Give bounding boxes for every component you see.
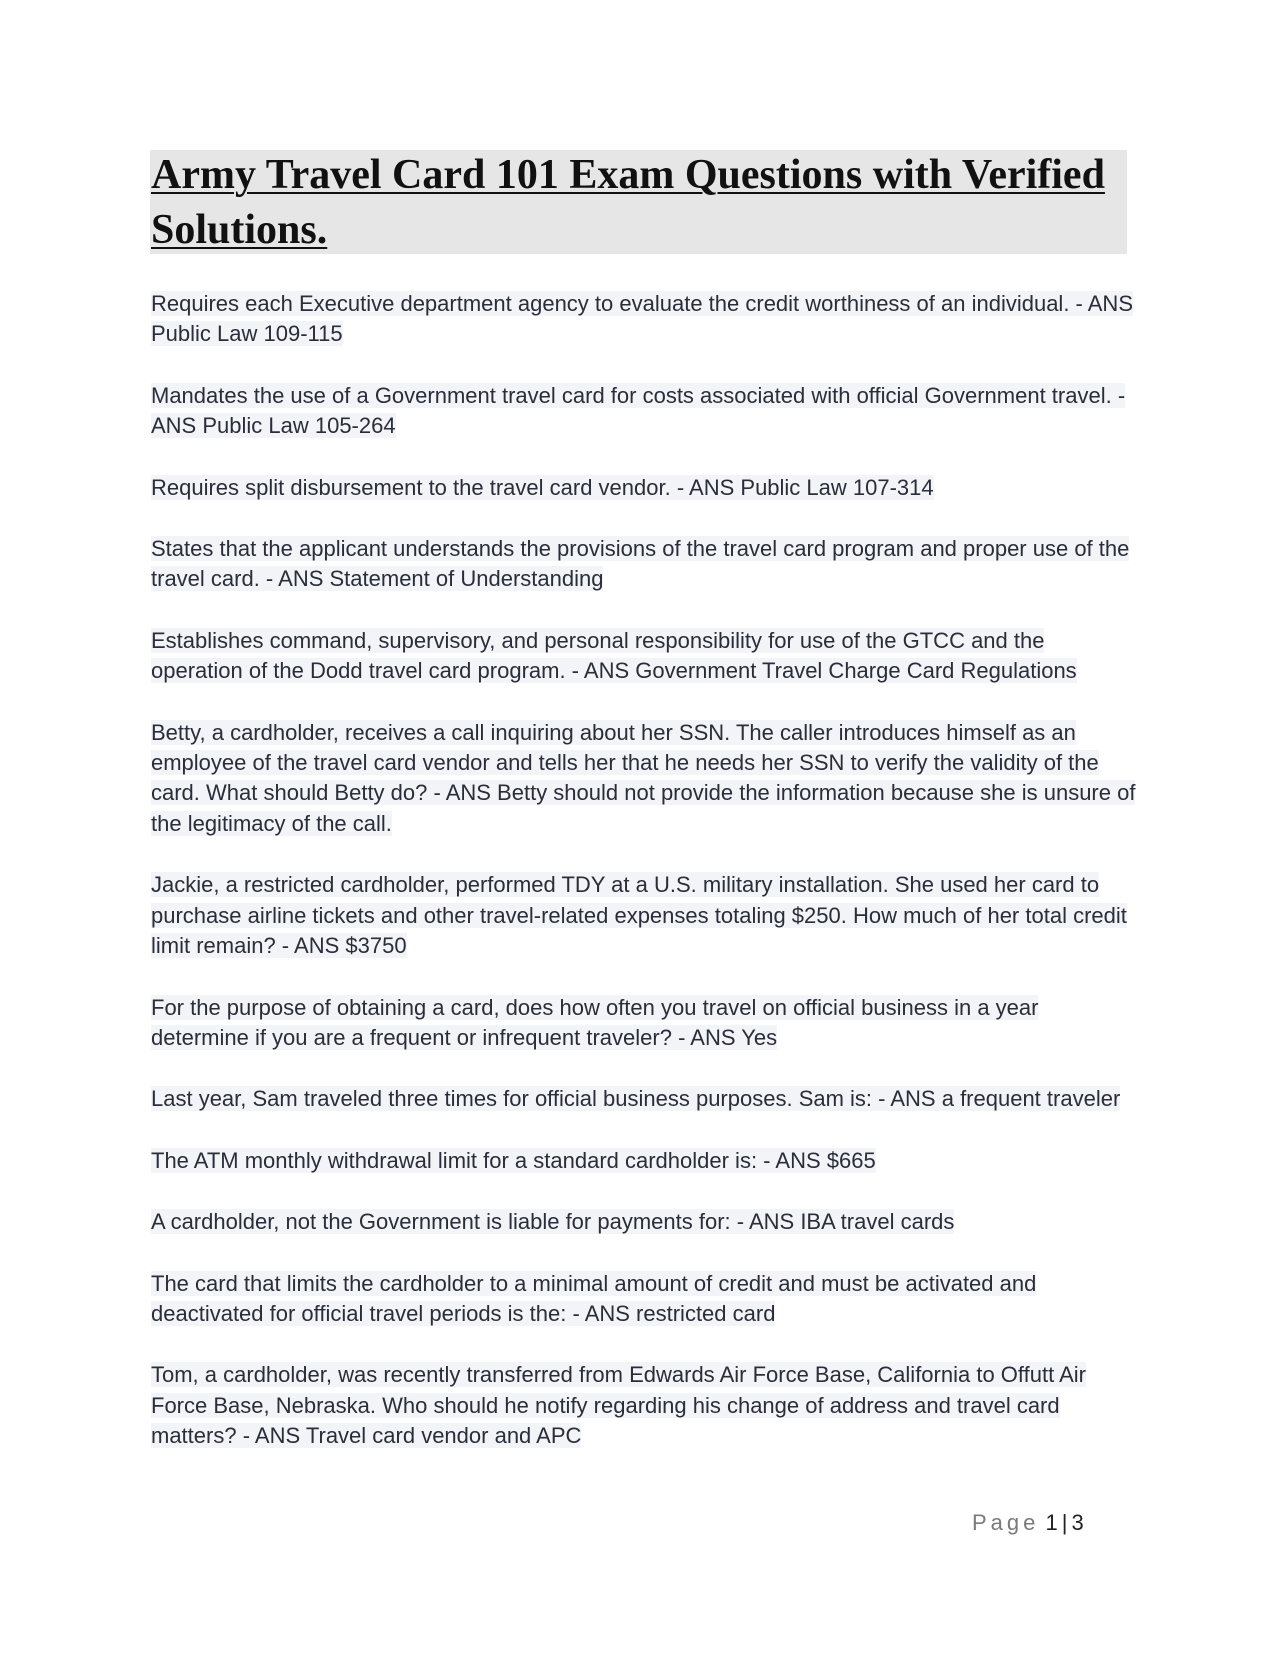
- qa-item: [151, 534, 1141, 595]
- qa-text: The ATM monthly withdrawal limit for a standard cardholder is: - ANS $665: [151, 1147, 876, 1173]
- qa-item: [151, 1269, 1141, 1330]
- page-separator: |: [1061, 1510, 1068, 1535]
- qa-text: Requires each Executive department agency to evaluate the credit worthiness of an individual. - ANS Public Law 109-115: [151, 291, 1133, 347]
- page-total: 3: [1071, 1510, 1084, 1535]
- qa-text: For the purpose of obtaining a card, does how often you travel on official business in a year determine if you are a frequent or infrequent traveler? - ANS Yes: [151, 994, 1039, 1050]
- qa-text: Last year, Sam traveled three times for official business purposes. Sam is: - ANS a frequent traveler: [151, 1086, 1121, 1112]
- qa-item: [151, 473, 1141, 503]
- qa-item: [151, 1207, 1141, 1237]
- qa-item: [151, 381, 1141, 442]
- qa-item: [151, 1360, 1141, 1451]
- qa-item: [151, 870, 1141, 961]
- qa-text: The card that limits the cardholder to a minimal amount of credit and must be activated and deactivated for official travel periods is the: - ANS restricted card: [151, 1270, 1037, 1326]
- qa-text: Mandates the use of a Government travel card for costs associated with official Government travel. - ANS Public Law 105-264: [151, 382, 1126, 439]
- document-title: Army Travel Card 101 Exam Questions with Verified Solutions.: [151, 152, 1105, 253]
- qa-item: [151, 718, 1141, 840]
- page-number: 1: [1045, 1510, 1058, 1535]
- page-label: Page: [972, 1510, 1040, 1535]
- qa-list: [151, 289, 1141, 1483]
- qa-item: [151, 1084, 1141, 1114]
- qa-text: A cardholder, not the Government is liable for payments for: - ANS IBA travel cards: [151, 1209, 955, 1235]
- qa-text: Betty, a cardholder, receives a call inquiring about her SSN. The caller introduces himself as an employee of the travel card vendor and tells her that he needs her SSN to verify the validity of the card. What should Betty do? - ANS Betty should not provide the information because she is unsure of the legitimacy of the call.: [151, 719, 1136, 836]
- qa-item: [151, 289, 1141, 350]
- qa-text: Jackie, a restricted cardholder, performed TDY at a U.S. military installation. She used her card to purchase airline tickets and other travel-related expenses totaling $250. How much of her total credit limit remain? - ANS $3750: [151, 872, 1127, 959]
- qa-text: Requires split disbursement to the travel card vendor. - ANS Public Law 107-314: [151, 474, 934, 500]
- qa-item: [151, 993, 1141, 1054]
- qa-text: States that the applicant understands the provisions of the travel card program and proper use of the travel card. - ANS Statement of Understanding: [151, 536, 1130, 592]
- qa-item: [151, 626, 1141, 687]
- qa-item: [151, 1146, 1141, 1176]
- page-footer: [972, 1510, 1084, 1536]
- qa-text: Establishes command, supervisory, and personal responsibility for use of the GTCC and the operation of the Dodd travel card program. - ANS Government Travel Charge Card Regulations: [151, 627, 1077, 684]
- qa-text: Tom, a cardholder, was recently transferred from Edwards Air Force Base, California to Offutt Air Force Base, Nebraska. Who should he notify regarding his change of address and travel card matters? - ANS Travel card vendor and APC: [151, 1362, 1086, 1449]
